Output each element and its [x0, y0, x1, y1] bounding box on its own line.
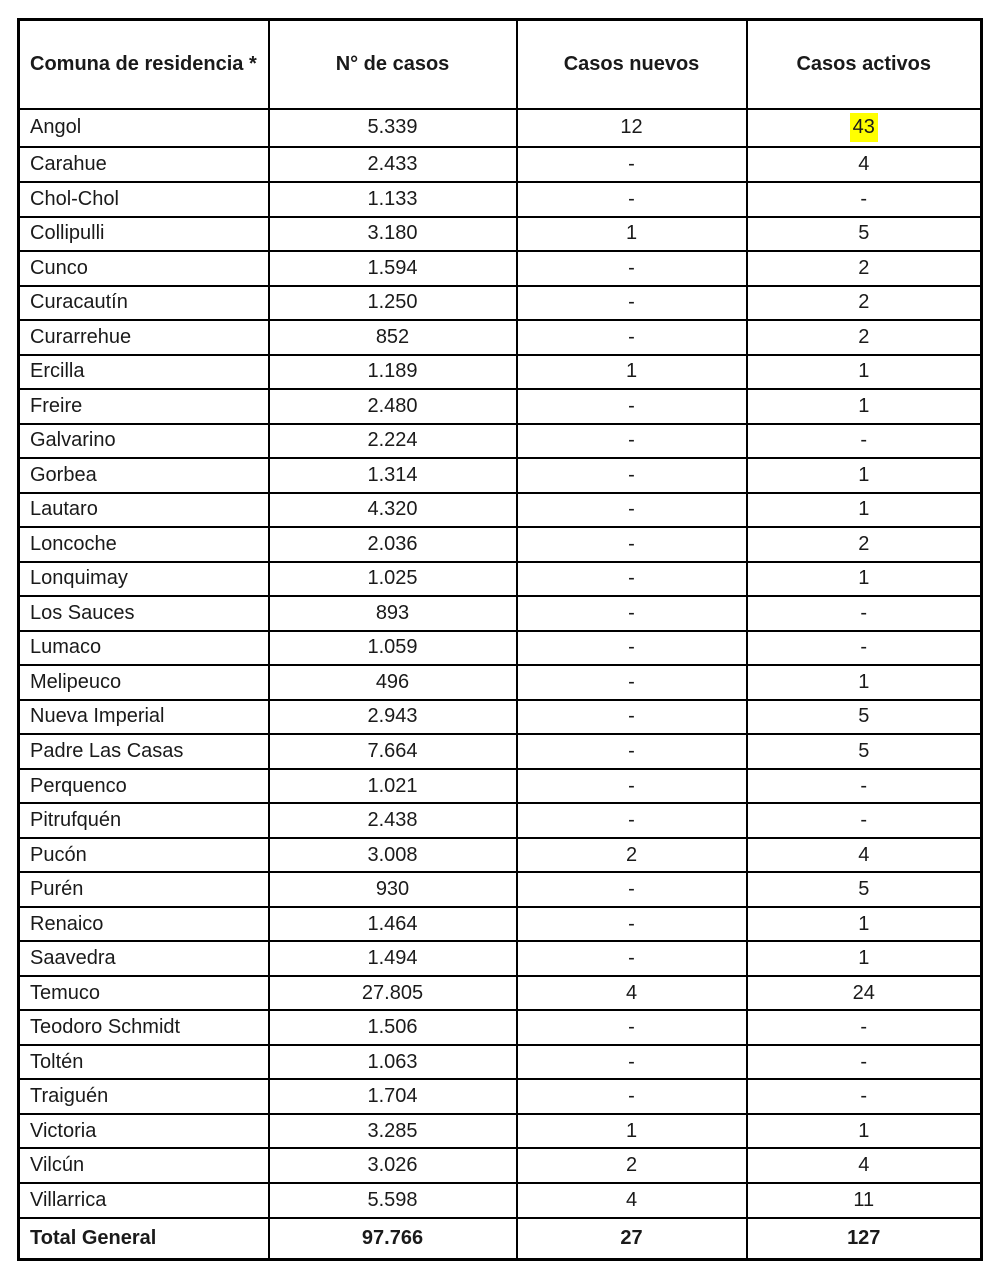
table-row	[19, 147, 982, 182]
casos-activos-cell: 1	[747, 355, 982, 390]
casos-cell: 3.180	[269, 217, 517, 252]
casos-nuevos-cell: 1	[517, 217, 747, 252]
casos-activos-cell: 24	[747, 976, 982, 1011]
comuna-cell: Lumaco	[19, 631, 269, 666]
table-row	[19, 286, 982, 321]
table-row	[19, 389, 982, 424]
casos-nuevos-cell: 2	[517, 838, 747, 873]
comuna-cell: Purén	[19, 872, 269, 907]
casos-cell: 1.025	[269, 562, 517, 597]
comuna-cell: Renaico	[19, 907, 269, 942]
casos-nuevos-cell: 12	[517, 109, 747, 148]
casos-nuevos-cell: -	[517, 596, 747, 631]
table-header	[19, 20, 982, 109]
casos-activos-cell: 1	[747, 941, 982, 976]
casos-nuevos-cell: -	[517, 493, 747, 528]
casos-cell: 2.480	[269, 389, 517, 424]
comuna-cell: Saavedra	[19, 941, 269, 976]
casos-activos-cell: 11	[747, 1183, 982, 1218]
comuna-cell: Traiguén	[19, 1079, 269, 1114]
header-comuna: Comuna de residencia *	[19, 20, 269, 109]
table-row	[19, 562, 982, 597]
comuna-cell: Gorbea	[19, 458, 269, 493]
casos-activos-cell: 4	[747, 1148, 982, 1183]
table-row	[19, 1183, 982, 1218]
casos-cell: 2.224	[269, 424, 517, 459]
total-nuevos: 27	[517, 1218, 747, 1260]
casos-nuevos-cell: -	[517, 1010, 747, 1045]
comuna-cell: Padre Las Casas	[19, 734, 269, 769]
casos-cell: 1.464	[269, 907, 517, 942]
casos-cell: 2.943	[269, 700, 517, 735]
casos-activos-cell: 2	[747, 320, 982, 355]
casos-activos-cell: -	[747, 769, 982, 804]
table-row	[19, 665, 982, 700]
casos-cell: 2.438	[269, 803, 517, 838]
comuna-cell: Chol-Chol	[19, 182, 269, 217]
total-row	[19, 1218, 982, 1260]
table-row	[19, 527, 982, 562]
casos-cell: 1.133	[269, 182, 517, 217]
casos-nuevos-cell: 2	[517, 1148, 747, 1183]
comuna-cell: Toltén	[19, 1045, 269, 1080]
header-row	[19, 20, 982, 109]
casos-nuevos-cell: -	[517, 1045, 747, 1080]
table-row	[19, 458, 982, 493]
casos-activos-cell: 5	[747, 700, 982, 735]
table-row	[19, 493, 982, 528]
table-row	[19, 1010, 982, 1045]
casos-nuevos-cell: -	[517, 872, 747, 907]
casos-activos-cell: 2	[747, 286, 982, 321]
casos-activos-cell: 2	[747, 251, 982, 286]
casos-cell: 7.664	[269, 734, 517, 769]
comuna-cell: Curarrehue	[19, 320, 269, 355]
casos-cell: 1.494	[269, 941, 517, 976]
casos-cell: 3.008	[269, 838, 517, 873]
casos-nuevos-cell: -	[517, 769, 747, 804]
table-row	[19, 907, 982, 942]
comuna-cell: Collipulli	[19, 217, 269, 252]
casos-nuevos-cell: -	[517, 700, 747, 735]
casos-cell: 496	[269, 665, 517, 700]
casos-nuevos-cell: 1	[517, 355, 747, 390]
casos-nuevos-cell: -	[517, 1079, 747, 1114]
casos-activos-cell: 5	[747, 734, 982, 769]
comuna-cell: Galvarino	[19, 424, 269, 459]
casos-nuevos-cell: -	[517, 665, 747, 700]
casos-cell: 1.021	[269, 769, 517, 804]
casos-nuevos-cell: -	[517, 941, 747, 976]
header-casos-activos: Casos activos	[747, 20, 982, 109]
casos-cell: 1.704	[269, 1079, 517, 1114]
casos-activos-cell: -	[747, 424, 982, 459]
casos-cell: 1.059	[269, 631, 517, 666]
comuna-cell: Vilcún	[19, 1148, 269, 1183]
casos-nuevos-cell: -	[517, 251, 747, 286]
table-row	[19, 769, 982, 804]
table-row	[19, 1114, 982, 1149]
casos-activos-cell: -	[747, 631, 982, 666]
table-row	[19, 217, 982, 252]
table-row	[19, 182, 982, 217]
comuna-cell: Melipeuco	[19, 665, 269, 700]
table-row	[19, 1079, 982, 1114]
casos-nuevos-cell: -	[517, 631, 747, 666]
table-row	[19, 976, 982, 1011]
casos-cell: 893	[269, 596, 517, 631]
casos-cell: 27.805	[269, 976, 517, 1011]
table-row	[19, 803, 982, 838]
comuna-cell: Freire	[19, 389, 269, 424]
comuna-cell: Angol	[19, 109, 269, 148]
total-label: Total General	[19, 1218, 269, 1260]
table-row	[19, 734, 982, 769]
casos-cell: 1.189	[269, 355, 517, 390]
casos-activos-cell: 4	[747, 147, 982, 182]
table-row	[19, 355, 982, 390]
table-row	[19, 1045, 982, 1080]
casos-activos-cell: -	[747, 1079, 982, 1114]
comuna-cell: Lautaro	[19, 493, 269, 528]
comuna-cell: Villarrica	[19, 1183, 269, 1218]
casos-activos-cell: 1	[747, 493, 982, 528]
table-body	[19, 109, 982, 1218]
casos-nuevos-cell: 4	[517, 976, 747, 1011]
casos-activos-cell: 1	[747, 907, 982, 942]
casos-activos-cell: -	[747, 1010, 982, 1045]
casos-cell: 2.036	[269, 527, 517, 562]
comuna-cell: Carahue	[19, 147, 269, 182]
total-casos: 97.766	[269, 1218, 517, 1260]
highlighted-value: 43	[850, 113, 878, 142]
casos-cell: 5.339	[269, 109, 517, 148]
table-row	[19, 320, 982, 355]
comuna-cell: Curacautín	[19, 286, 269, 321]
casos-nuevos-cell: -	[517, 734, 747, 769]
comuna-cell: Victoria	[19, 1114, 269, 1149]
table-row	[19, 596, 982, 631]
casos-activos-cell: 4	[747, 838, 982, 873]
casos-nuevos-cell: -	[517, 320, 747, 355]
comuna-cell: Perquenco	[19, 769, 269, 804]
comuna-cell: Cunco	[19, 251, 269, 286]
casos-cell: 1.063	[269, 1045, 517, 1080]
casos-activos-cell: 1	[747, 1114, 982, 1149]
comuna-cell: Teodoro Schmidt	[19, 1010, 269, 1045]
table-footer	[19, 1218, 982, 1260]
casos-activos-cell: 5	[747, 872, 982, 907]
table-row	[19, 700, 982, 735]
casos-activos-cell: 1	[747, 389, 982, 424]
comuna-cell: Temuco	[19, 976, 269, 1011]
casos-nuevos-cell: -	[517, 803, 747, 838]
casos-activos-cell: 5	[747, 217, 982, 252]
total-activos: 127	[747, 1218, 982, 1260]
comuna-cell: Lonquimay	[19, 562, 269, 597]
casos-activos-cell: 2	[747, 527, 982, 562]
comuna-cell: Pitrufquén	[19, 803, 269, 838]
casos-nuevos-cell: -	[517, 286, 747, 321]
casos-cell: 852	[269, 320, 517, 355]
casos-nuevos-cell: -	[517, 907, 747, 942]
header-casos-nuevos: Casos nuevos	[517, 20, 747, 109]
table-row	[19, 424, 982, 459]
casos-cell: 5.598	[269, 1183, 517, 1218]
casos-nuevos-cell: 4	[517, 1183, 747, 1218]
casos-cell: 3.026	[269, 1148, 517, 1183]
casos-activos-cell: 1	[747, 665, 982, 700]
comuna-cell: Los Sauces	[19, 596, 269, 631]
comuna-cell: Pucón	[19, 838, 269, 873]
table-row	[19, 251, 982, 286]
casos-cell: 2.433	[269, 147, 517, 182]
casos-nuevos-cell: -	[517, 562, 747, 597]
casos-nuevos-cell: -	[517, 424, 747, 459]
cases-by-commune-table	[17, 18, 983, 1261]
comuna-cell: Ercilla	[19, 355, 269, 390]
casos-cell: 3.285	[269, 1114, 517, 1149]
casos-cell: 4.320	[269, 493, 517, 528]
table-row	[19, 838, 982, 873]
table-row	[19, 631, 982, 666]
casos-activos-cell	[747, 109, 982, 148]
casos-nuevos-cell: -	[517, 389, 747, 424]
header-n-de-casos: N° de casos	[269, 20, 517, 109]
casos-activos-cell: -	[747, 1045, 982, 1080]
casos-activos-cell: 1	[747, 562, 982, 597]
casos-cell: 1.250	[269, 286, 517, 321]
comuna-cell: Nueva Imperial	[19, 700, 269, 735]
table-row	[19, 1148, 982, 1183]
casos-nuevos-cell: -	[517, 147, 747, 182]
casos-activos-cell: -	[747, 803, 982, 838]
casos-nuevos-cell: -	[517, 527, 747, 562]
table-row	[19, 109, 982, 148]
casos-cell: 930	[269, 872, 517, 907]
casos-nuevos-cell: -	[517, 182, 747, 217]
comuna-cell: Loncoche	[19, 527, 269, 562]
casos-activos-cell: -	[747, 596, 982, 631]
table-row	[19, 941, 982, 976]
casos-cell: 1.314	[269, 458, 517, 493]
casos-nuevos-cell: -	[517, 458, 747, 493]
casos-activos-cell: -	[747, 182, 982, 217]
casos-cell: 1.506	[269, 1010, 517, 1045]
casos-nuevos-cell: 1	[517, 1114, 747, 1149]
table-row	[19, 872, 982, 907]
casos-cell: 1.594	[269, 251, 517, 286]
casos-activos-cell: 1	[747, 458, 982, 493]
